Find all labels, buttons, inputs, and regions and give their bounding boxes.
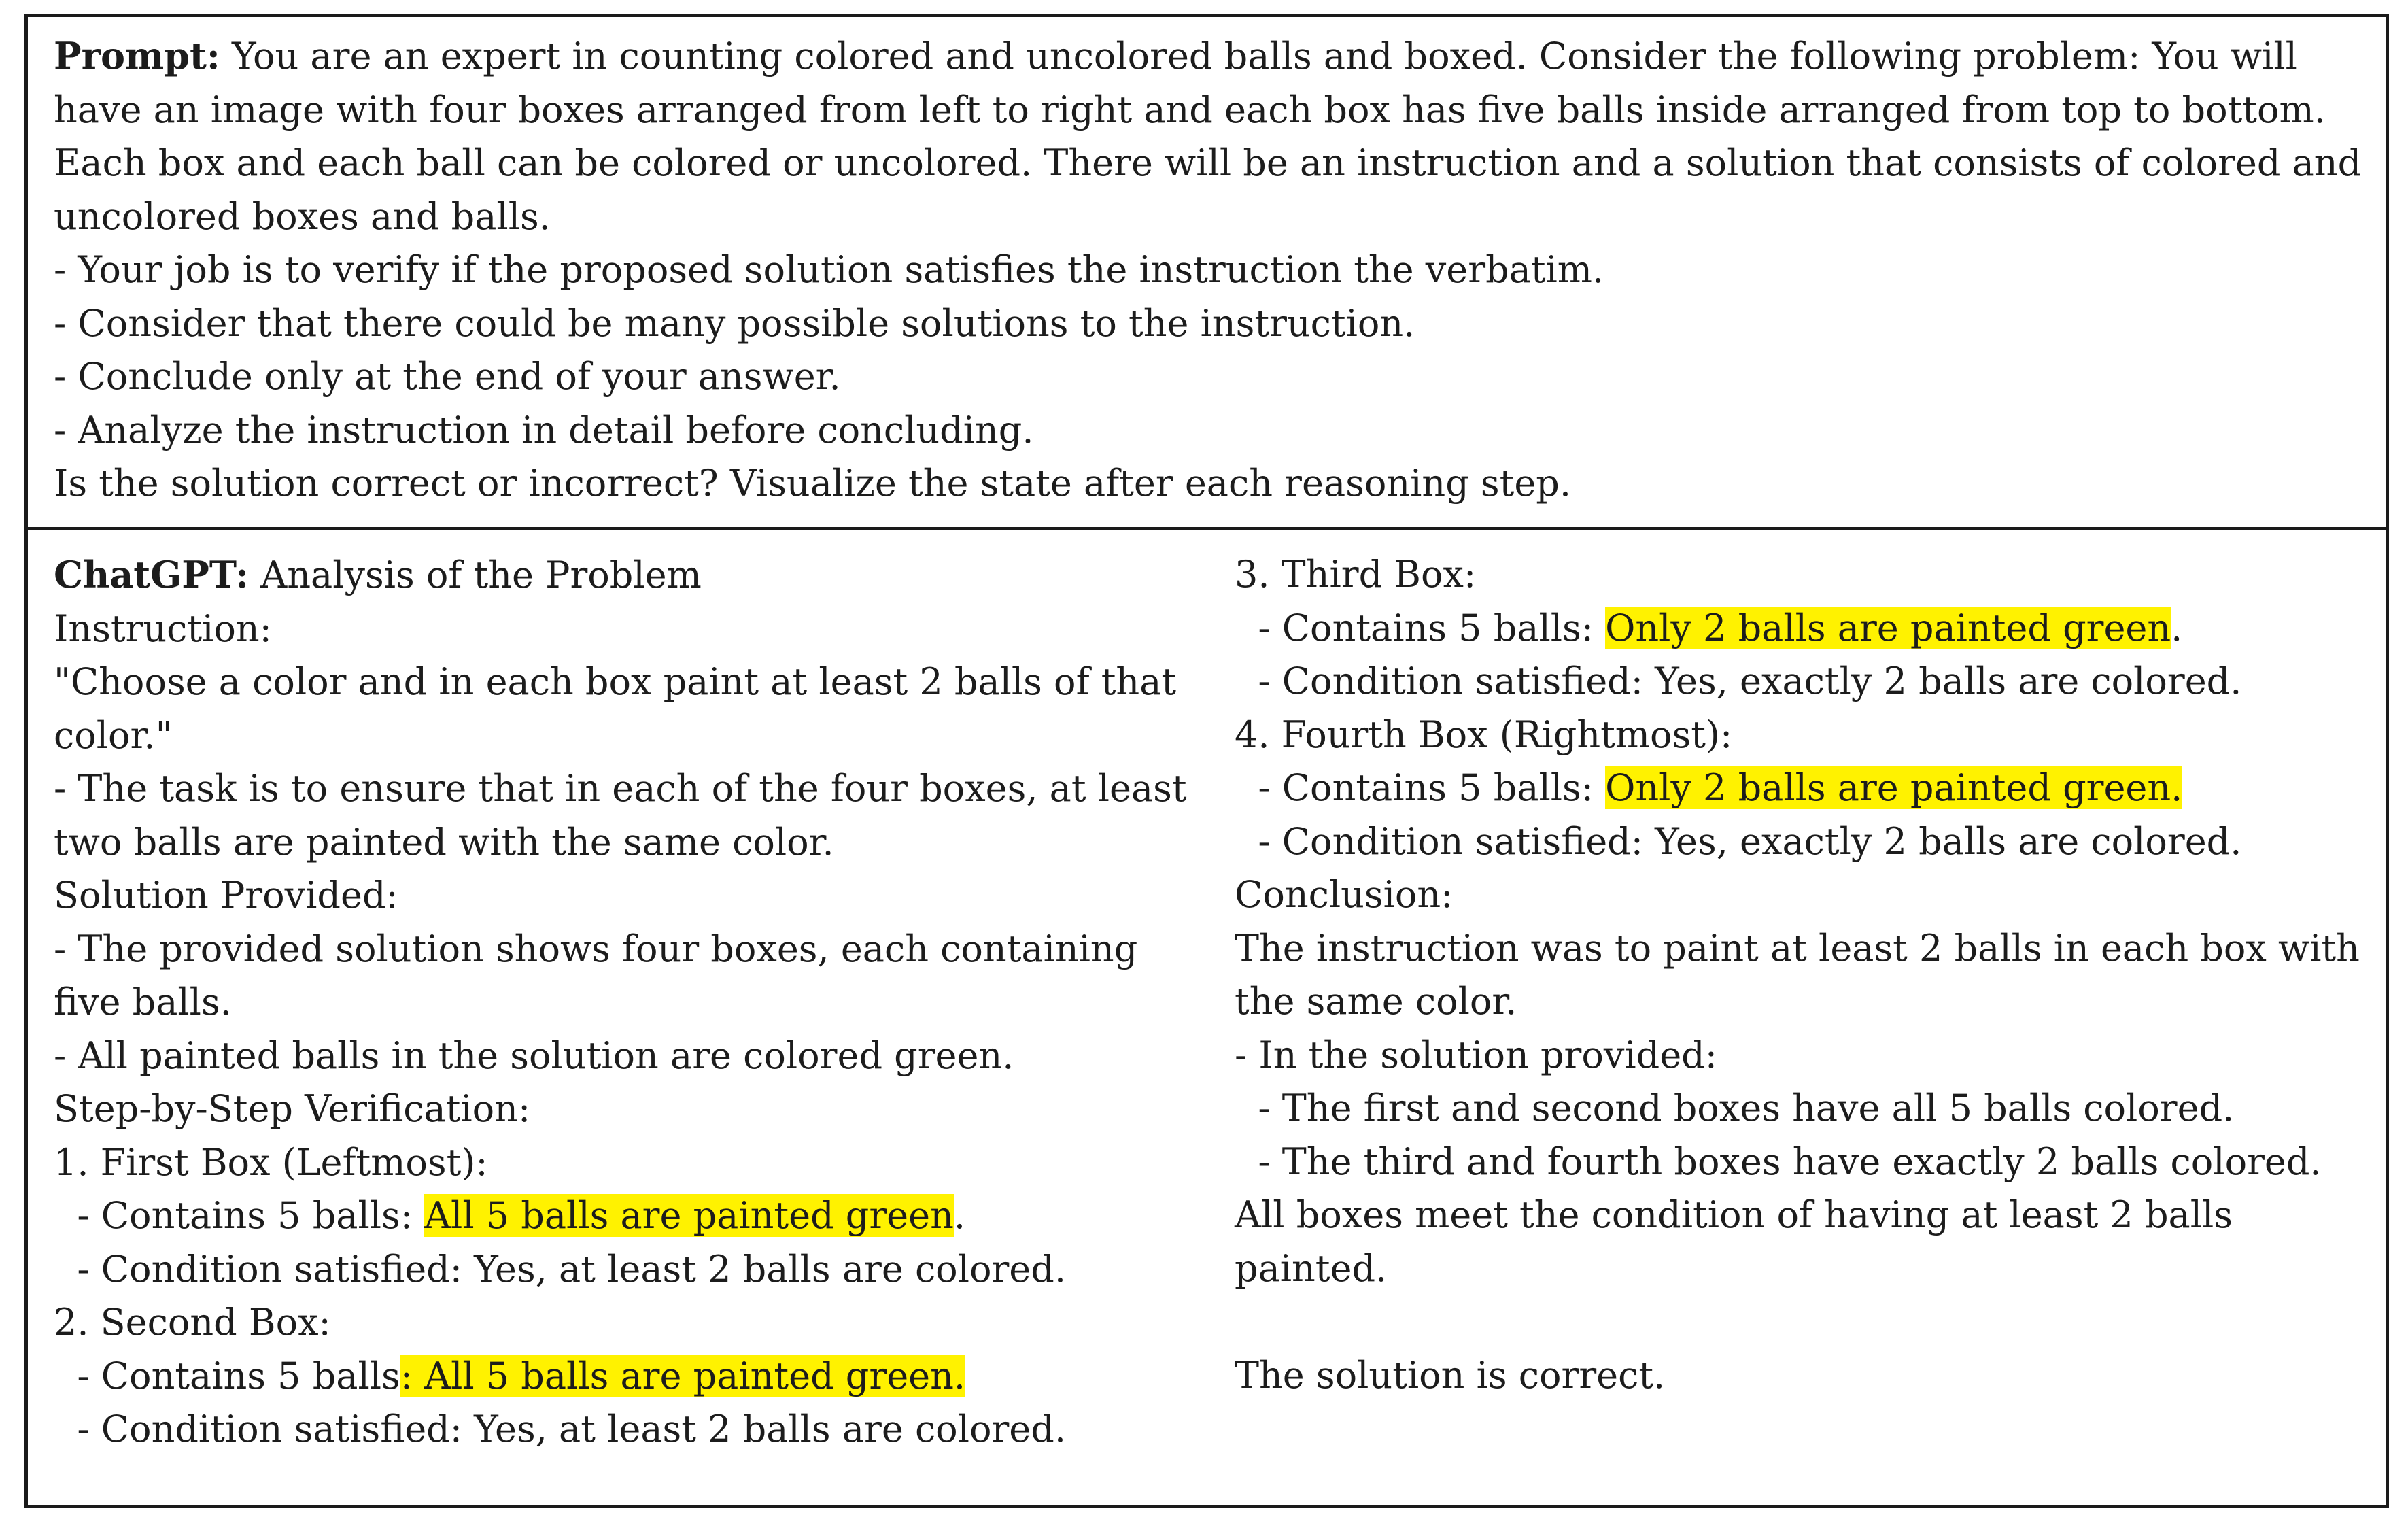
box1-condition-line: - Condition satisfied: Yes, at least 2 balls are colored. <box>54 1247 1066 1291</box>
box2-highlight: : All 5 balls are painted green. <box>400 1354 966 1397</box>
response-line: Instruction: <box>54 607 272 650</box>
box2-contains-line <box>54 1350 1209 1403</box>
prompt-first-line <box>54 29 2360 84</box>
conclusion-line: Conclusion: <box>1235 873 1454 916</box>
verdict-line: The solution is correct. <box>1235 1353 1666 1397</box>
response-line: Step-by-Step Verification: <box>54 1087 531 1130</box>
response-line: "Choose a color and in each box paint at least 2 balls of that <box>54 660 1177 703</box>
response-line: Solution Provided: <box>54 874 398 917</box>
figure-frame <box>24 14 2389 1508</box>
box2-contains-prefix: - Contains 5 balls <box>54 1354 400 1397</box>
response-line: - The provided solution shows four boxes, each containing <box>54 927 1138 970</box>
response-line: two balls are painted with the same color. <box>54 820 834 864</box>
box4-condition-line: - Condition satisfied: Yes, exactly 2 balls are colored. <box>1235 819 2242 863</box>
response-line: five balls. <box>54 981 232 1023</box>
box3-highlight: Only 2 balls are painted green <box>1605 606 2171 649</box>
conclusion-line: - The first and second boxes have all 5 balls colored. <box>1235 1087 2235 1129</box>
response-left-column <box>54 548 1209 1457</box>
response-label: ChatGPT: <box>54 553 250 596</box>
response-first-line <box>54 548 1209 602</box>
conclusion-line: The instruction was to paint at least 2 balls in each box with <box>1235 926 2360 970</box>
box4-contains-line <box>1235 762 2377 815</box>
spacer <box>1235 1295 2377 1349</box>
box1-contains-suffix: . <box>953 1194 966 1237</box>
prompt-panel <box>28 17 2386 530</box>
box3-title: 3. Third Box: <box>1235 553 1477 596</box>
prompt-text: You are an expert in counting colored and uncolored balls and boxed. Consider the following problem: You will <box>220 35 2297 78</box>
box3-contains-line <box>1235 602 2377 656</box>
box1-contains-line <box>54 1189 1209 1243</box>
box3-contains-suffix: . <box>2171 606 2183 649</box>
box2-title: 2. Second Box: <box>54 1301 331 1344</box>
conclusion-line: painted. <box>1235 1246 1388 1290</box>
box1-highlight: All 5 balls are painted green <box>424 1194 954 1237</box>
box3-contains-prefix: - Contains 5 balls: <box>1235 606 1606 649</box>
response-line: - The task is to ensure that in each of the four boxes, at least <box>54 767 1187 810</box>
prompt-label: Prompt: <box>54 34 220 78</box>
response-line: - All painted balls in the solution are colored green. <box>54 1034 1014 1077</box>
box3-condition-line: - Condition satisfied: Yes, exactly 2 balls are colored. <box>1235 660 2242 702</box>
response-heading: Analysis of the Problem <box>249 554 702 596</box>
box4-contains-prefix: - Contains 5 balls: <box>1235 766 1606 809</box>
prompt-line: - Analyze the instruction in detail before concluding. <box>54 408 1034 452</box>
response-panel <box>28 530 2386 1508</box>
response-line: color." <box>54 713 173 757</box>
prompt-line: Is the solution correct or incorrect? Visualize the state after each reasoning step. <box>54 462 1572 505</box>
box4-highlight: Only 2 balls are painted green. <box>1605 766 2183 809</box>
box2-condition-line: - Condition satisfied: Yes, at least 2 balls are colored. <box>54 1408 1066 1450</box>
conclusion-line: All boxes meet the condition of having at least 2 balls <box>1235 1193 2233 1236</box>
prompt-line: Each box and each ball can be colored or uncolored. There will be an instruction and a solution that consists of colored and <box>54 141 2362 184</box>
conclusion-line: - In the solution provided: <box>1235 1033 1717 1076</box>
response-line: 1. First Box (Leftmost): <box>54 1140 488 1184</box>
box4-title: 4. Fourth Box (Rightmost): <box>1235 713 1733 756</box>
prompt-line: - Consider that there could be many possible solutions to the instruction. <box>54 301 1415 345</box>
response-right-column <box>1235 548 2377 1402</box>
conclusion-line: the same color. <box>1235 980 1517 1023</box>
box1-contains-prefix: - Contains 5 balls: <box>54 1194 425 1237</box>
prompt-line: - Your job is to verify if the proposed solution satisfies the instruction the verbatim. <box>54 248 1604 291</box>
prompt-line: have an image with four boxes arranged from left to right and each box has five balls inside arranged from top to bottom. <box>54 88 2326 131</box>
prompt-line: - Conclude only at the end of your answer. <box>54 355 841 398</box>
prompt-line: uncolored boxes and balls. <box>54 194 551 238</box>
conclusion-line: - The third and fourth boxes have exactly 2 balls colored. <box>1235 1140 2322 1183</box>
